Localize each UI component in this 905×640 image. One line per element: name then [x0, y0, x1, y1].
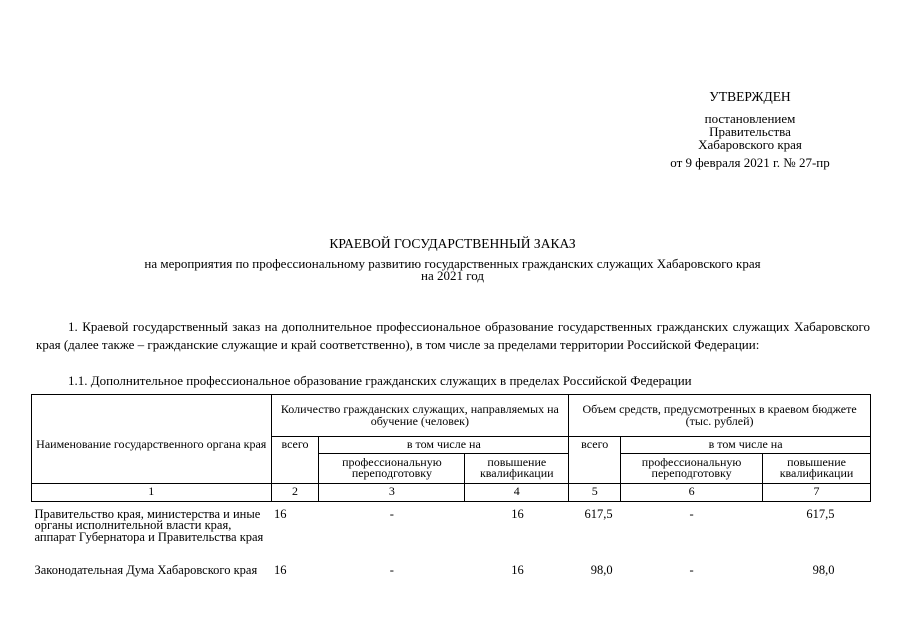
- column-number: 3: [319, 483, 465, 501]
- document-subtitle-line-1: на мероприятия по профессиональному развитию государственных гражданских служащих Хабаровского края: [144, 256, 761, 271]
- paragraph-1: [36, 318, 870, 354]
- header-funds-qualification: повышение квалификации: [763, 453, 871, 483]
- header-funds-retraining: профессиональную переподготовку: [621, 453, 763, 483]
- row-name: Законодательная Дума Хабаровского края: [34, 563, 258, 577]
- approval-heading: УТВЕРЖДЕН: [709, 89, 791, 104]
- approval-line-2: Правительства: [709, 124, 791, 139]
- column-number: 2: [271, 483, 319, 501]
- document-subtitle: [0, 258, 905, 282]
- count-retraining: -: [389, 506, 394, 521]
- count-retraining: -: [389, 563, 394, 577]
- document-subtitle-line-2: на 2021 год: [421, 268, 484, 283]
- approval-line-3: Хабаровского края: [698, 137, 802, 152]
- count-total: 16: [274, 563, 287, 577]
- column-number: 7: [763, 483, 871, 501]
- column-number: 1: [32, 483, 272, 501]
- count-total: 16: [274, 506, 287, 521]
- header-name: Наименование государственного органа края: [32, 395, 272, 484]
- paragraph-1-1-text: 1.1. Дополнительное профессиональное образование гражданских служащих в пределах Российской Федерации: [68, 373, 692, 388]
- funds-qualification: 617,5: [806, 506, 835, 521]
- header-count-including: в том числе на: [319, 437, 569, 454]
- funds-retraining: -: [689, 506, 694, 521]
- count-qualification: 16: [511, 506, 524, 521]
- header-funds-including: в том числе на: [621, 437, 871, 454]
- document-title: КРАЕВОЙ ГОСУДАРСТВЕННЫЙ ЗАКАЗ: [329, 236, 576, 251]
- paragraph-1-text: 1. Краевой государственный заказ на дополнительное профессиональное образование государственных гражданских служащих Хабаровского края (далее также – гражданские служащие и край соответственно), в том числе за пределами территории Российской Федерации:: [36, 319, 870, 352]
- header-count-retraining: профессиональную переподготовку: [319, 453, 465, 483]
- funds-total: 617,5: [584, 506, 613, 521]
- table-row: [32, 561, 871, 577]
- funds-total: 98,0: [590, 563, 613, 577]
- header-count-qualification: повышение квалификации: [465, 453, 569, 483]
- funds-retraining: -: [689, 563, 694, 577]
- approval-lines: [600, 112, 900, 151]
- row-name: Правительство края, министерства и иные органы исполнительной власти края, аппарат Губернатора и Правительства края: [34, 506, 264, 544]
- header-funds-total: всего: [569, 437, 621, 484]
- column-number: 6: [621, 483, 763, 501]
- column-number: 5: [569, 483, 621, 501]
- count-qualification: 16: [511, 563, 524, 577]
- funds-qualification: 98,0: [812, 563, 835, 577]
- header-count-total: всего: [271, 437, 319, 484]
- paragraph-1-1: [36, 372, 870, 390]
- approval-date: от 9 февраля 2021 г. № 27-пр: [670, 155, 830, 170]
- header-funds-group: Объем средств, предусмотренных в краевом бюджете (тыс. рублей): [569, 395, 871, 437]
- column-number: 4: [465, 483, 569, 501]
- education-order-table: [31, 394, 871, 577]
- approval-line-1: постановлением: [704, 111, 796, 126]
- header-count-group: Количество гражданских служащих, направляемых на обучение (человек): [271, 395, 569, 437]
- table-row: [32, 501, 871, 561]
